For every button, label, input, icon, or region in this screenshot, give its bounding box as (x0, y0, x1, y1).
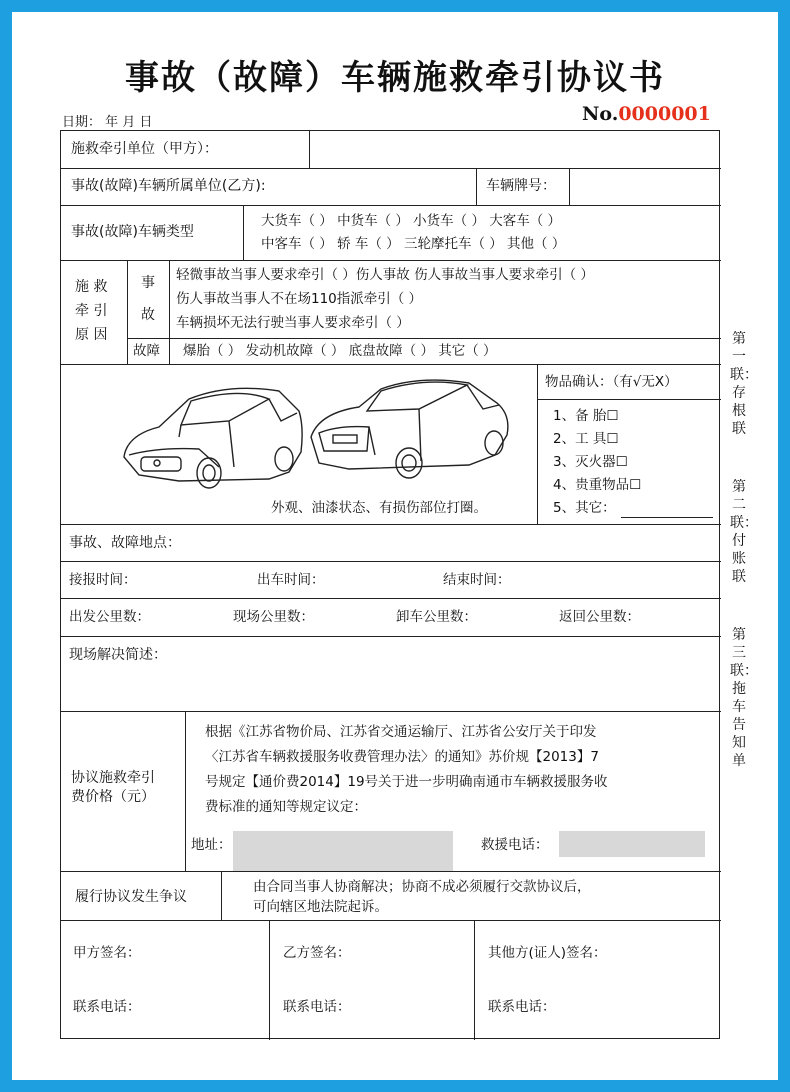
accident-label-2: 故 (141, 307, 155, 323)
form-title: 事故（故障）车辆施救牵引协议书 (125, 58, 665, 98)
reason-label-3: 原 因 (75, 327, 108, 343)
party-a-field[interactable] (311, 133, 719, 166)
end-time-label: 结束时间： (443, 572, 511, 588)
phone-b-label: 联系电话： (283, 999, 351, 1015)
rescue-phone-redacted (559, 831, 705, 857)
car-diagram[interactable] (119, 377, 519, 497)
dispute-label: 履行协议发生争议 (75, 889, 187, 905)
sig-b-label: 乙方签名： (283, 945, 351, 961)
accident-item-1[interactable]: 轻微事故当事人要求牵引（ ）伤人事故 伤人事故当事人要求牵引（ ） (176, 267, 594, 283)
serial-prefix: No. (582, 103, 619, 125)
item-spare-tire[interactable]: 1、备 胎☐ (553, 408, 619, 424)
date-label: 日期： 年 月 日 (62, 115, 153, 130)
car-front-view (124, 388, 302, 488)
dispute-text-2: 可向辖区地法院起诉。 (253, 899, 388, 915)
price-text-1: 根据《江苏省物价局、江苏省交通运输厅、江苏省公安厅关于印发 (205, 724, 597, 740)
accident-item-2[interactable]: 伤人事故当事人不在场110指派牵引（ ） (176, 291, 423, 307)
summary-label: 现场解决简述： (69, 647, 167, 663)
km-unload-label: 卸车公里数： (396, 609, 477, 625)
depart-time-label: 出车时间： (257, 572, 325, 588)
dispute-text-1: 由合同当事人协商解决；协商不成必须履行交款协议后， (253, 879, 591, 895)
item-extinguisher[interactable]: 3、灭火器☐ (553, 454, 628, 470)
item-valuables[interactable]: 4、贵重物品☐ (553, 477, 642, 493)
phone-other-label: 联系电话： (488, 999, 556, 1015)
receive-time-label: 接报时间： (69, 572, 137, 588)
accident-label-1: 事 (141, 275, 155, 291)
price-text-3: 号规定【通价费2014】19号关于进一步明确南通市车辆救援服务收 (205, 774, 608, 790)
km-scene-label: 现场公里数： (233, 609, 314, 625)
vehicle-type-label: 事故(故障)车辆类型 (71, 224, 194, 240)
reason-label-2: 牵 引 (75, 303, 108, 319)
vehicle-types-row2[interactable]: 中客车（ ） 轿 车（ ） 三轮摩托车（ ） 其他（ ） (261, 236, 566, 252)
side-label-copy2: 第二联：付账联 (730, 479, 758, 585)
accident-item-3[interactable]: 车辆损坏无法行驶当事人要求牵引（ ） (176, 315, 410, 331)
item-other[interactable]: 5、其它： (553, 500, 616, 516)
serial-number (582, 103, 711, 125)
address-label: 地址： (191, 837, 232, 853)
item-tools[interactable]: 2、工 具☐ (553, 431, 619, 447)
plate-label: 车辆牌号： (486, 178, 556, 194)
side-label-copy3: 第三联：拖车告知单 (730, 627, 758, 769)
fault-label: 故障 (133, 343, 160, 359)
price-label-1: 协议施救牵引 (71, 770, 155, 786)
party-b-label: 事故(故障)车辆所属单位(乙方): (71, 178, 266, 194)
party-b-field[interactable] (311, 170, 474, 203)
km-return-label: 返回公里数： (559, 609, 640, 625)
km-depart-label: 出发公里数： (69, 609, 150, 625)
car-caption: 外观、油漆状态、有损伤部位打圈。 (271, 500, 487, 516)
price-text-4: 费标准的通知等规定议定： (205, 799, 367, 815)
plate-field[interactable] (571, 170, 719, 203)
sig-a-label: 甲方签名： (73, 945, 141, 961)
reason-label-1: 施 救 (75, 279, 108, 295)
item-other-line (621, 517, 713, 518)
fault-items[interactable]: 爆胎（ ） 发动机故障（ ） 底盘故障（ ） 其它（ ） (183, 343, 497, 359)
serial-digits: 0000001 (618, 103, 711, 125)
location-label: 事故、故障地点： (69, 535, 181, 551)
party-a-label: 施救牵引单位（甲方）： (71, 141, 218, 157)
phone-a-label: 联系电话： (73, 999, 141, 1015)
agreement-form (60, 130, 720, 1039)
items-check-label: 物品确认：（有√无X） (545, 374, 678, 390)
price-label-2: 费价格（元） (71, 789, 155, 805)
price-text-2: 〈江苏省车辆救援服务收费管理办法〉的通知》苏价规【2013】7 (205, 749, 599, 765)
sig-other-label: 其他方(证人)签名： (488, 945, 607, 961)
vehicle-types-row1[interactable]: 大货车（ ） 中货车（ ） 小货车（ ） 大客车（ ） (261, 213, 562, 229)
rescue-phone-label: 救援电话： (481, 837, 549, 853)
side-label-copy1: 第一联：存根联 (730, 331, 758, 437)
address-redacted (233, 831, 453, 871)
car-rear-view (311, 380, 508, 478)
